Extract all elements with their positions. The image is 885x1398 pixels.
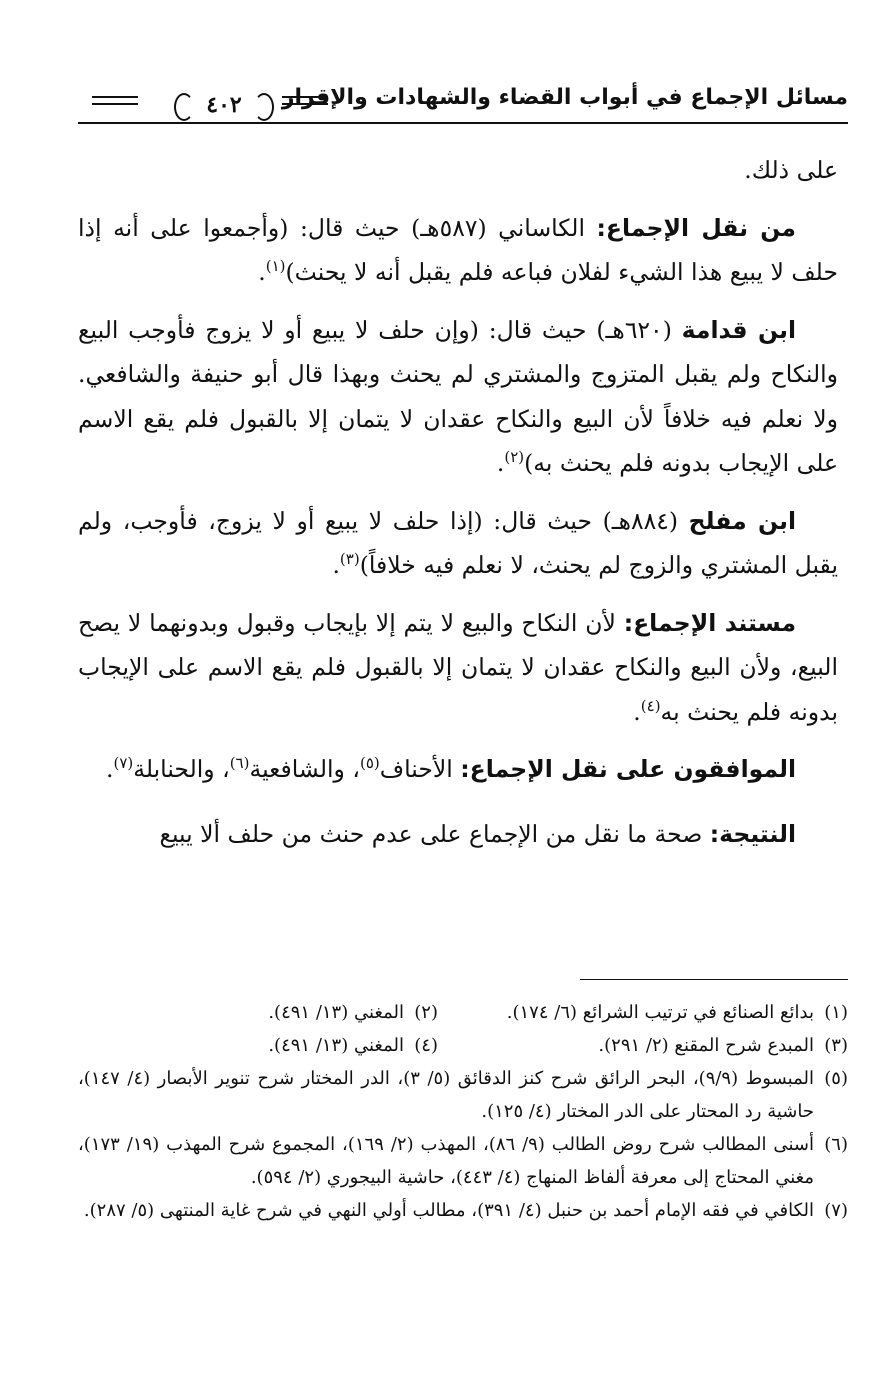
running-header: [78, 78, 848, 126]
footnote-row: [78, 1029, 848, 1062]
footnote-ref: (٢): [504, 448, 525, 467]
paragraph-text: (٦٢٠هـ) حيث قال: (وإن حلف لا يبيع أو لا يزوج فأوجب البيع والنكاح ولم يقبل المتزوج والمشتري لم يحنث وبهذا قال أبو حنيفة والشافعي. ولا نعلم فيه خلافاً لأن البيع والنكاح عقدان لا يتمان إلا بالقبول فلم يقع الاسم على الإيجاب بدونه فلم يحنث به): [78, 315, 838, 477]
footnote-6: [78, 1128, 848, 1194]
paragraph-text: (٨٨٤هـ) حيث قال: (إذا حلف لا يبيع أو لا يزوج، فأوجب، ولم يقبل المشتري والزوج لم يحنث، لا نعلم فيه خلافاً): [78, 506, 838, 579]
chapter-title: مسائل الإجماع في أبواب القضاء والشهادات والإقرار: [281, 85, 848, 110]
ornament-lines-right: [282, 96, 328, 108]
footnote-text: أسنى المطالب شرح روض الطالب (٩/ ٨٦)، المهذب (٢/ ١٦٩)، المجموع شرح المهذب (١٩/ ١٧٣)، مغني المحتاج إلى معرفة ألفاظ المنهاج (٤/ ٤٤٣)، حاشية البيجوري (٢/ ٥٩٤).: [78, 1134, 814, 1188]
paragraph-ijma-citation: [78, 206, 838, 295]
page-number: ٤٠٢: [178, 88, 270, 122]
paragraph-text: ، والشافعية: [249, 755, 360, 783]
footnote-number: (١): [824, 1002, 848, 1023]
paragraph-text: ، والحنابلة: [133, 755, 230, 783]
footnote-text: المغني (١٣/ ٤٩١).: [268, 1002, 404, 1023]
footnote-5: [78, 1062, 848, 1128]
footnote-ref: (٧): [113, 754, 134, 773]
footnote-text: بدائع الصنائع في ترتيب الشرائع (٦/ ١٧٤).: [506, 1002, 814, 1023]
paragraph-ijma-basis: [78, 601, 838, 735]
footnote-text: الكافي في فقه الإمام أحمد بن حنبل (٤/ ٣٩١)، مطالب أولي النهي في شرح غاية المنتهى (٥/ ٢٨٧).: [83, 1200, 814, 1221]
footnote-number: (٣): [824, 1035, 848, 1056]
paragraph-end: .: [332, 551, 340, 579]
paragraph-result: [78, 812, 838, 857]
footnote-2: [268, 996, 438, 1029]
paragraph-continuation: [78, 148, 838, 193]
footnote-number: (٤): [414, 1035, 438, 1056]
paragraph-text: الكاساني (٥٨٧هـ) حيث قال: (وأجمعوا على أنه إذا حلف لا يبيع هذا الشيء لفلان فباعه فلم يقبل أنه لا يحنث): [78, 213, 838, 286]
body-text: [78, 148, 838, 869]
footnote-text: المبسوط (٩/٩)، البحر الرائق شرح كنز الدقائق (٥/ ٣)، الدر المختار شرح تنوير الأبصار (٤/ ١٤٧)، حاشية رد المحتار على الدر المختار (٤/ ١٢٥).: [78, 1068, 814, 1122]
footnote-ref: (٥): [359, 754, 380, 773]
paragraph-text: الأحناف: [379, 755, 461, 783]
footnote-3: [438, 1029, 848, 1062]
paragraph-lead: من نقل الإجماع:: [596, 213, 796, 242]
paragraph-lead: ابن قدامة: [681, 315, 797, 344]
paragraph-lead: ابن مفلح: [688, 506, 797, 535]
footnote-ref: (٣): [339, 550, 360, 569]
paragraph-end: .: [105, 755, 114, 783]
paragraph-ibn-qudama: [78, 308, 838, 486]
footnote-7: [78, 1194, 848, 1227]
paragraph-lead: مستند الإجماع:: [623, 608, 796, 637]
footnote-row: [78, 996, 848, 1029]
footnote-ref: (٦): [229, 754, 250, 773]
footnote-ref: (١): [265, 257, 286, 276]
footnote-number: (٢): [414, 1002, 438, 1023]
footnote-ref: (٤): [640, 696, 661, 715]
footnote-text: المغني (١٣/ ٤٩١).: [268, 1035, 404, 1056]
paragraph-text: لأن النكاح والبيع لا يتم إلا بإيجاب وقبول وبدونهما لا يصح البيع، ولأن البيع والنكاح عقدان لا يتمان إلا بالقبول فلم يقع الاسم على الإيجاب بدونه فلم يحنث به: [78, 608, 838, 726]
footnote-4: [268, 1029, 438, 1062]
paragraph-text: على ذلك.: [744, 156, 838, 184]
paragraph-end: .: [496, 449, 505, 477]
footnote-separator: [580, 979, 848, 980]
footnote-number: (٧): [824, 1200, 848, 1221]
paragraph-end: .: [258, 258, 266, 286]
footnote-1: [438, 996, 848, 1029]
footnotes: [78, 996, 848, 1227]
paragraph-lead: النتيجة:: [709, 819, 796, 848]
paragraph-text: صحة ما نقل من الإجماع على عدم حنث من حلف ألا يبيع: [159, 819, 710, 848]
paragraph-ibn-muflih: [78, 499, 838, 588]
footnote-number: (٥): [824, 1068, 848, 1089]
ornament-lines-left: [92, 96, 138, 108]
paragraph-lead: الموافقون على نقل الإجماع:: [460, 755, 796, 783]
footnote-number: (٦): [824, 1134, 848, 1155]
paragraph-end: .: [633, 697, 641, 726]
paragraph-agreeing-schools: [78, 747, 838, 792]
footnote-text: المبدع شرح المقنع (٢/ ٢٩١).: [598, 1035, 814, 1056]
header-rule: [78, 122, 848, 124]
